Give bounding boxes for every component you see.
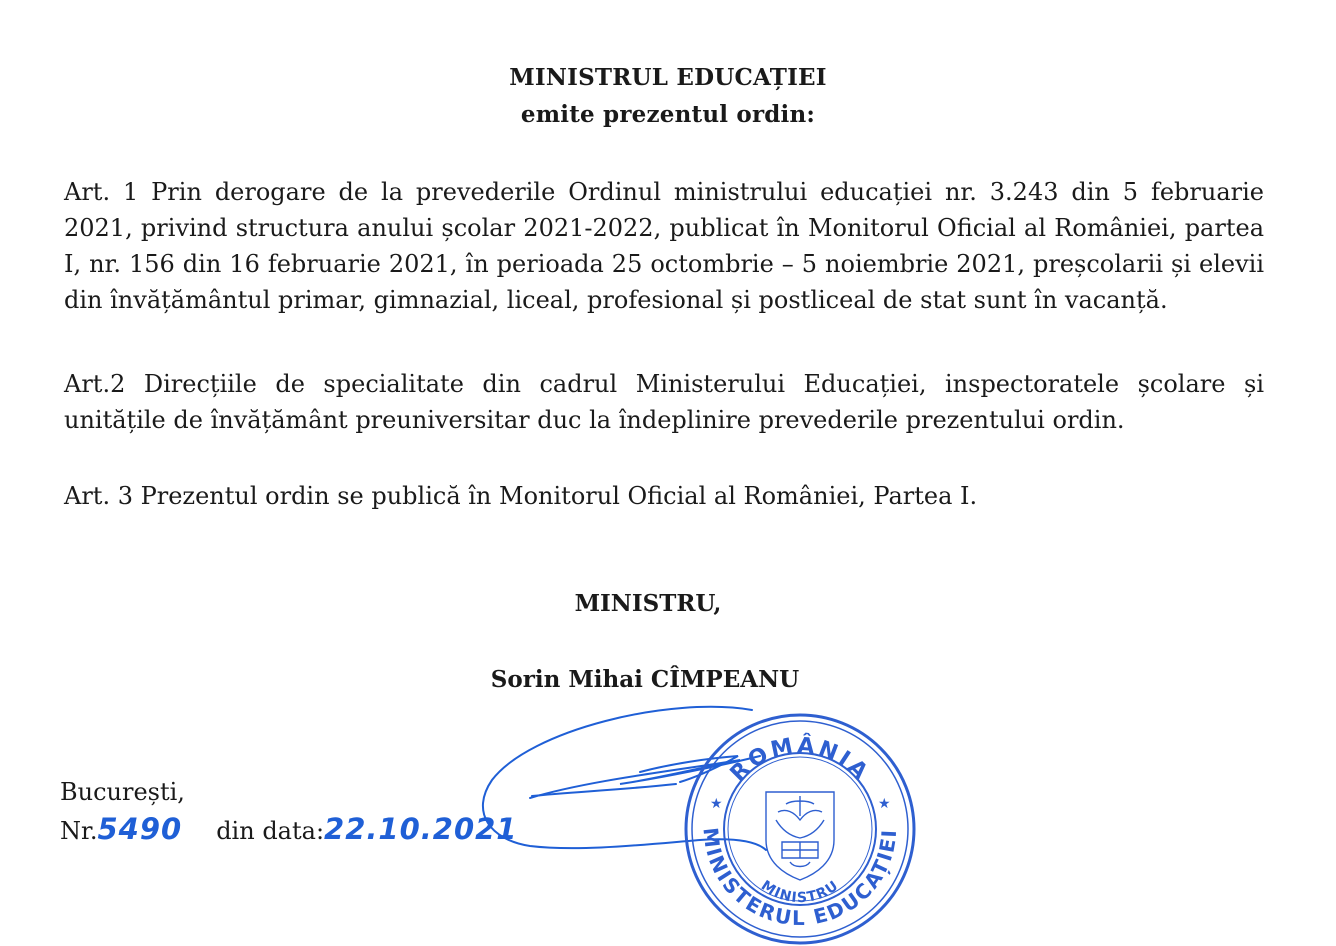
registration-line (60, 812, 518, 846)
svg-text:★: ★ (878, 796, 891, 812)
authority-heading: MINISTRUL EDUCAȚIEI (509, 64, 827, 91)
date-value: 22.10.2021 (324, 812, 518, 846)
article-3: Art. 3 Prezentul ordin se publică în Monitorul Oficial al României, Partea I. (64, 482, 978, 510)
nr-label: Nr. (60, 817, 98, 845)
seal-inner-text: MINISTRU (758, 877, 842, 907)
svg-text:ROMÂNIA (726, 732, 875, 786)
seal-bottom-text: MINISTERUL EDUCAȚIEI (698, 826, 902, 931)
seal-top-text: ROMÂNIA (725, 733, 875, 787)
article-2: Art.2 Direcțiile de specialitate din cadrul Ministerului Educației, inspectoratele școlare și unitățile de învățământ preuniversitar duc la îndeplinire prevederile prezentului ordin. (64, 370, 1264, 434)
city-label: București, (60, 778, 185, 806)
nr-value: 5490 (97, 812, 183, 846)
signatory-title: MINISTRU, (574, 590, 722, 617)
svg-text:★: ★ (710, 796, 723, 812)
signatory-name: Sorin Mihai CÎMPEANU (490, 666, 800, 693)
ministry-seal-icon (682, 712, 918, 946)
date-label: din data: (216, 817, 325, 845)
article-1: Art. 1 Prin derogare de la prevederile Ordinul ministrului educației nr. 3.243 din 5 februarie 2021, privind structura anului școlar 2021-2022, publicat în Monitorul Oficial al României, partea I, nr. 156 din 16 februarie 2021, în perioada 25 octombrie – 5 noiembrie 2021, preșcolarii și elevii din învățământul primar, gimnazial, liceal, profesional și postliceal de stat sunt în vacanță. (64, 178, 1264, 314)
issues-heading: emite prezentul ordin: (520, 101, 816, 128)
